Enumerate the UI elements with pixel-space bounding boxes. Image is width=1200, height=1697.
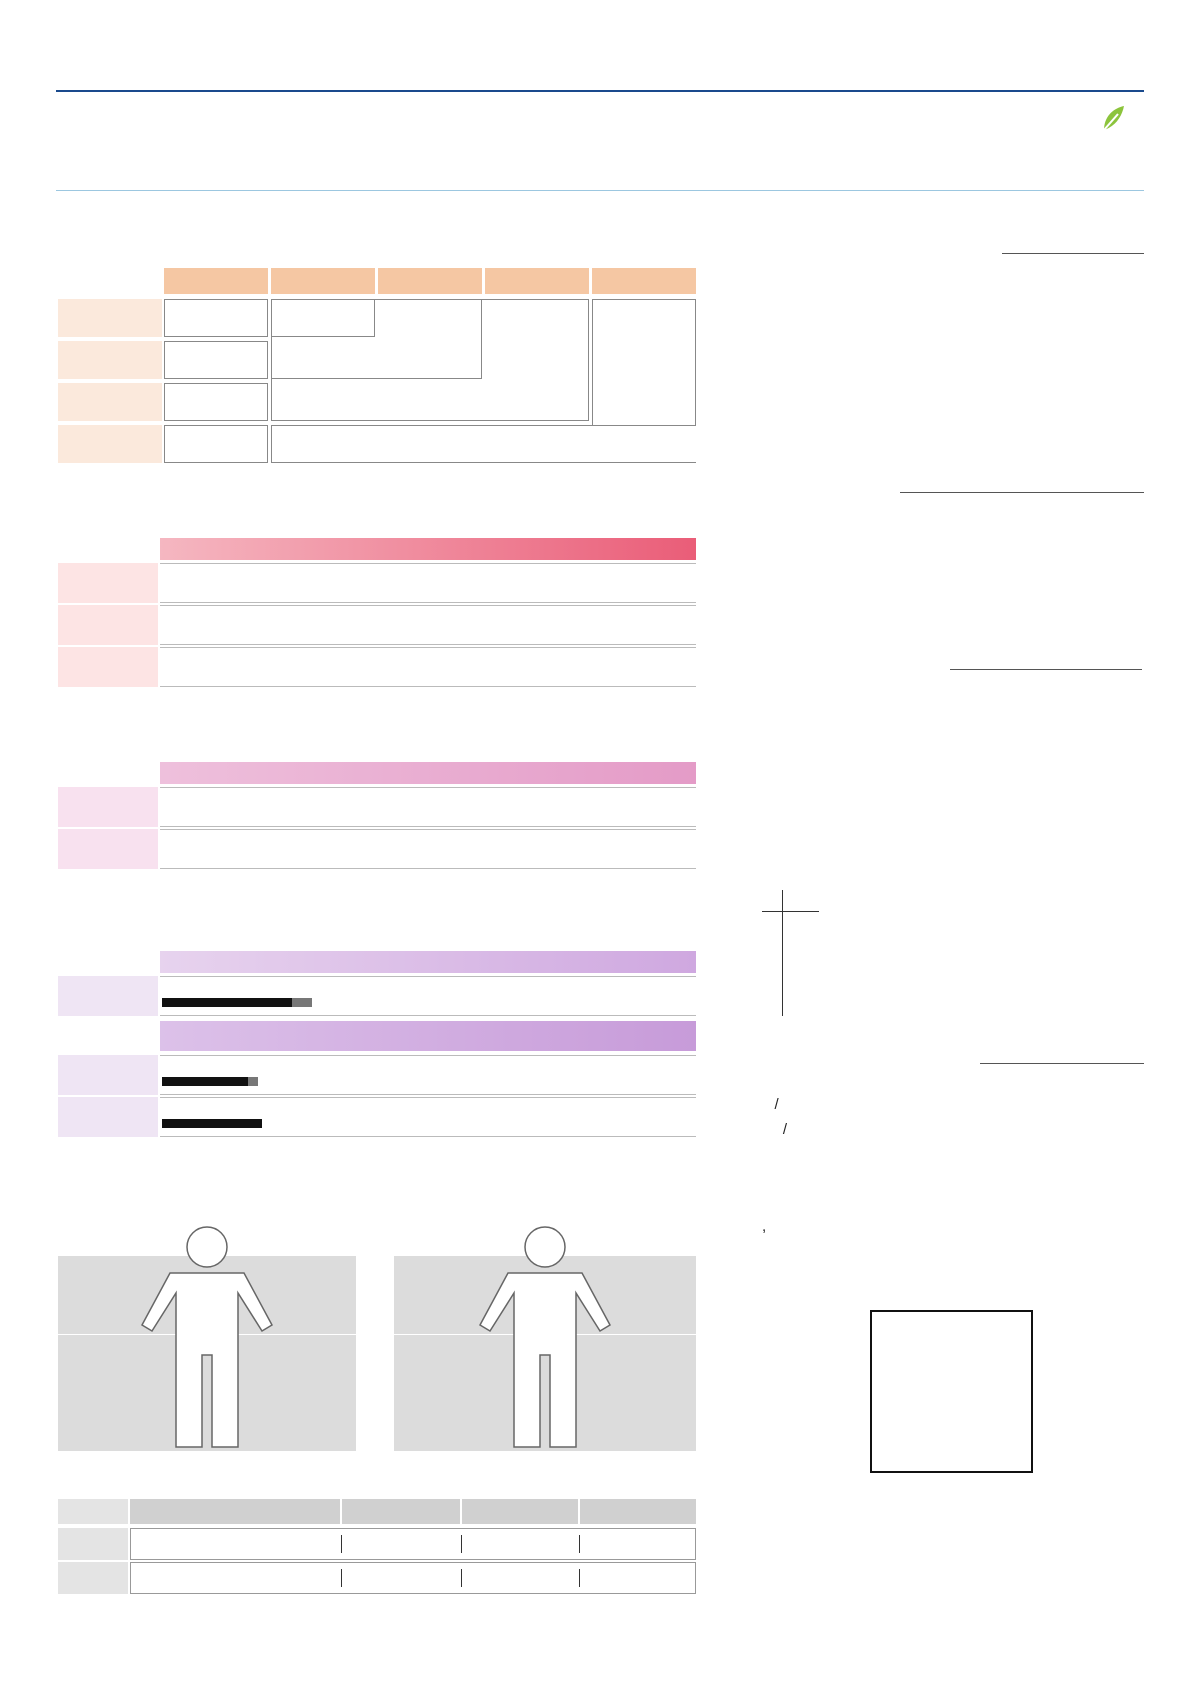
- ab-label-vfl: [58, 1055, 158, 1095]
- ab-label-whr: [58, 976, 158, 1016]
- table-row: [762, 911, 819, 932]
- header-rule: [56, 90, 1144, 92]
- comprehensive-rule: [1002, 253, 1144, 254]
- bp-rule: [980, 1063, 1144, 1064]
- ch-sep: [461, 1535, 462, 1553]
- mf-label-smm: [58, 605, 158, 645]
- ab-label-vfa: [58, 1097, 158, 1137]
- whr-bar: [162, 998, 292, 1007]
- patient-stats: [56, 148, 96, 169]
- ch-sep: [461, 1569, 462, 1587]
- ch-head-muscle: [580, 1499, 696, 1524]
- bc-header-body-water: [271, 268, 375, 294]
- ab-bar-vfl: [160, 1055, 696, 1095]
- bc-label-minerals: [58, 383, 162, 421]
- impedance-table: [762, 890, 819, 1016]
- table-row: [762, 974, 819, 995]
- vfa-bar: [162, 1119, 262, 1128]
- table-row: [762, 995, 819, 1016]
- ch-head-fat: [462, 1499, 578, 1524]
- bc-header-weight: [592, 268, 696, 294]
- mf-bar-smm: [160, 605, 696, 645]
- ob-label-bmi: [58, 787, 158, 827]
- mf-bar-weight: [160, 563, 696, 603]
- bp-diastolic: /: [782, 1121, 792, 1138]
- ob-bar-bmi: [160, 787, 696, 827]
- ch-label-present: [58, 1562, 128, 1594]
- ch-row-previous: [130, 1528, 696, 1560]
- ch-sep: [341, 1535, 342, 1553]
- ab-bar-vfa: [160, 1097, 696, 1137]
- bc-value-minerals: [164, 383, 268, 421]
- table-row: [762, 953, 819, 974]
- ab-band-bar: [160, 951, 696, 973]
- ch-sep: [579, 1569, 580, 1587]
- ab-bar-whr: [160, 976, 696, 1016]
- bc-value-body-water: [164, 299, 268, 337]
- bp-systolic: /: [774, 1096, 783, 1113]
- bc-header-values: [164, 268, 268, 294]
- mf-band-bar: [160, 538, 696, 560]
- bc-value-protein: [164, 341, 268, 379]
- header-bottom-rule: [56, 190, 1144, 191]
- ch-sep: [341, 1569, 342, 1587]
- bp-diff3: ,: [762, 1218, 767, 1235]
- whr-bar-gray: [292, 998, 312, 1007]
- mf-label-weight: [58, 563, 158, 603]
- bc-label-protein: [58, 341, 162, 379]
- ch-row-present: [130, 1562, 696, 1594]
- leaf-icon: [1100, 104, 1126, 134]
- ob-bar-pbf: [160, 829, 696, 869]
- body-water-box: [271, 299, 375, 337]
- ob-label-pbf: [58, 829, 158, 869]
- bc-label-body-fat: [58, 425, 162, 463]
- qr-code-icon: [870, 1310, 1033, 1473]
- seg-fat-body-icon: [140, 1225, 275, 1455]
- bc-header-soft-lean: [378, 268, 482, 294]
- ch-sep: [579, 1535, 580, 1553]
- vfl-bar: [162, 1077, 248, 1086]
- bc-header-fat-free: [485, 268, 589, 294]
- ch-head-date: [130, 1499, 340, 1524]
- mf-label-fat-mass: [58, 647, 158, 687]
- table-row: [762, 932, 819, 953]
- bc-label-body-water: [58, 299, 162, 337]
- mf-bar-fat-mass: [160, 647, 696, 687]
- control-rule: [900, 492, 1144, 493]
- vfl-band-bar: [160, 1021, 696, 1051]
- ch-head-blank: [58, 1499, 128, 1524]
- ob-band-bar: [160, 762, 696, 784]
- vfl-bar-gray: [248, 1077, 258, 1086]
- weight-full-box: [271, 425, 696, 463]
- seg-lean-body-icon: [478, 1225, 613, 1455]
- bc-value-body-fat: [164, 425, 268, 463]
- ch-head-weight: [342, 1499, 460, 1524]
- bp-pulse: [762, 1142, 791, 1165]
- obesity-assessment-rule: [950, 669, 1142, 670]
- ch-label-previous: [58, 1528, 128, 1560]
